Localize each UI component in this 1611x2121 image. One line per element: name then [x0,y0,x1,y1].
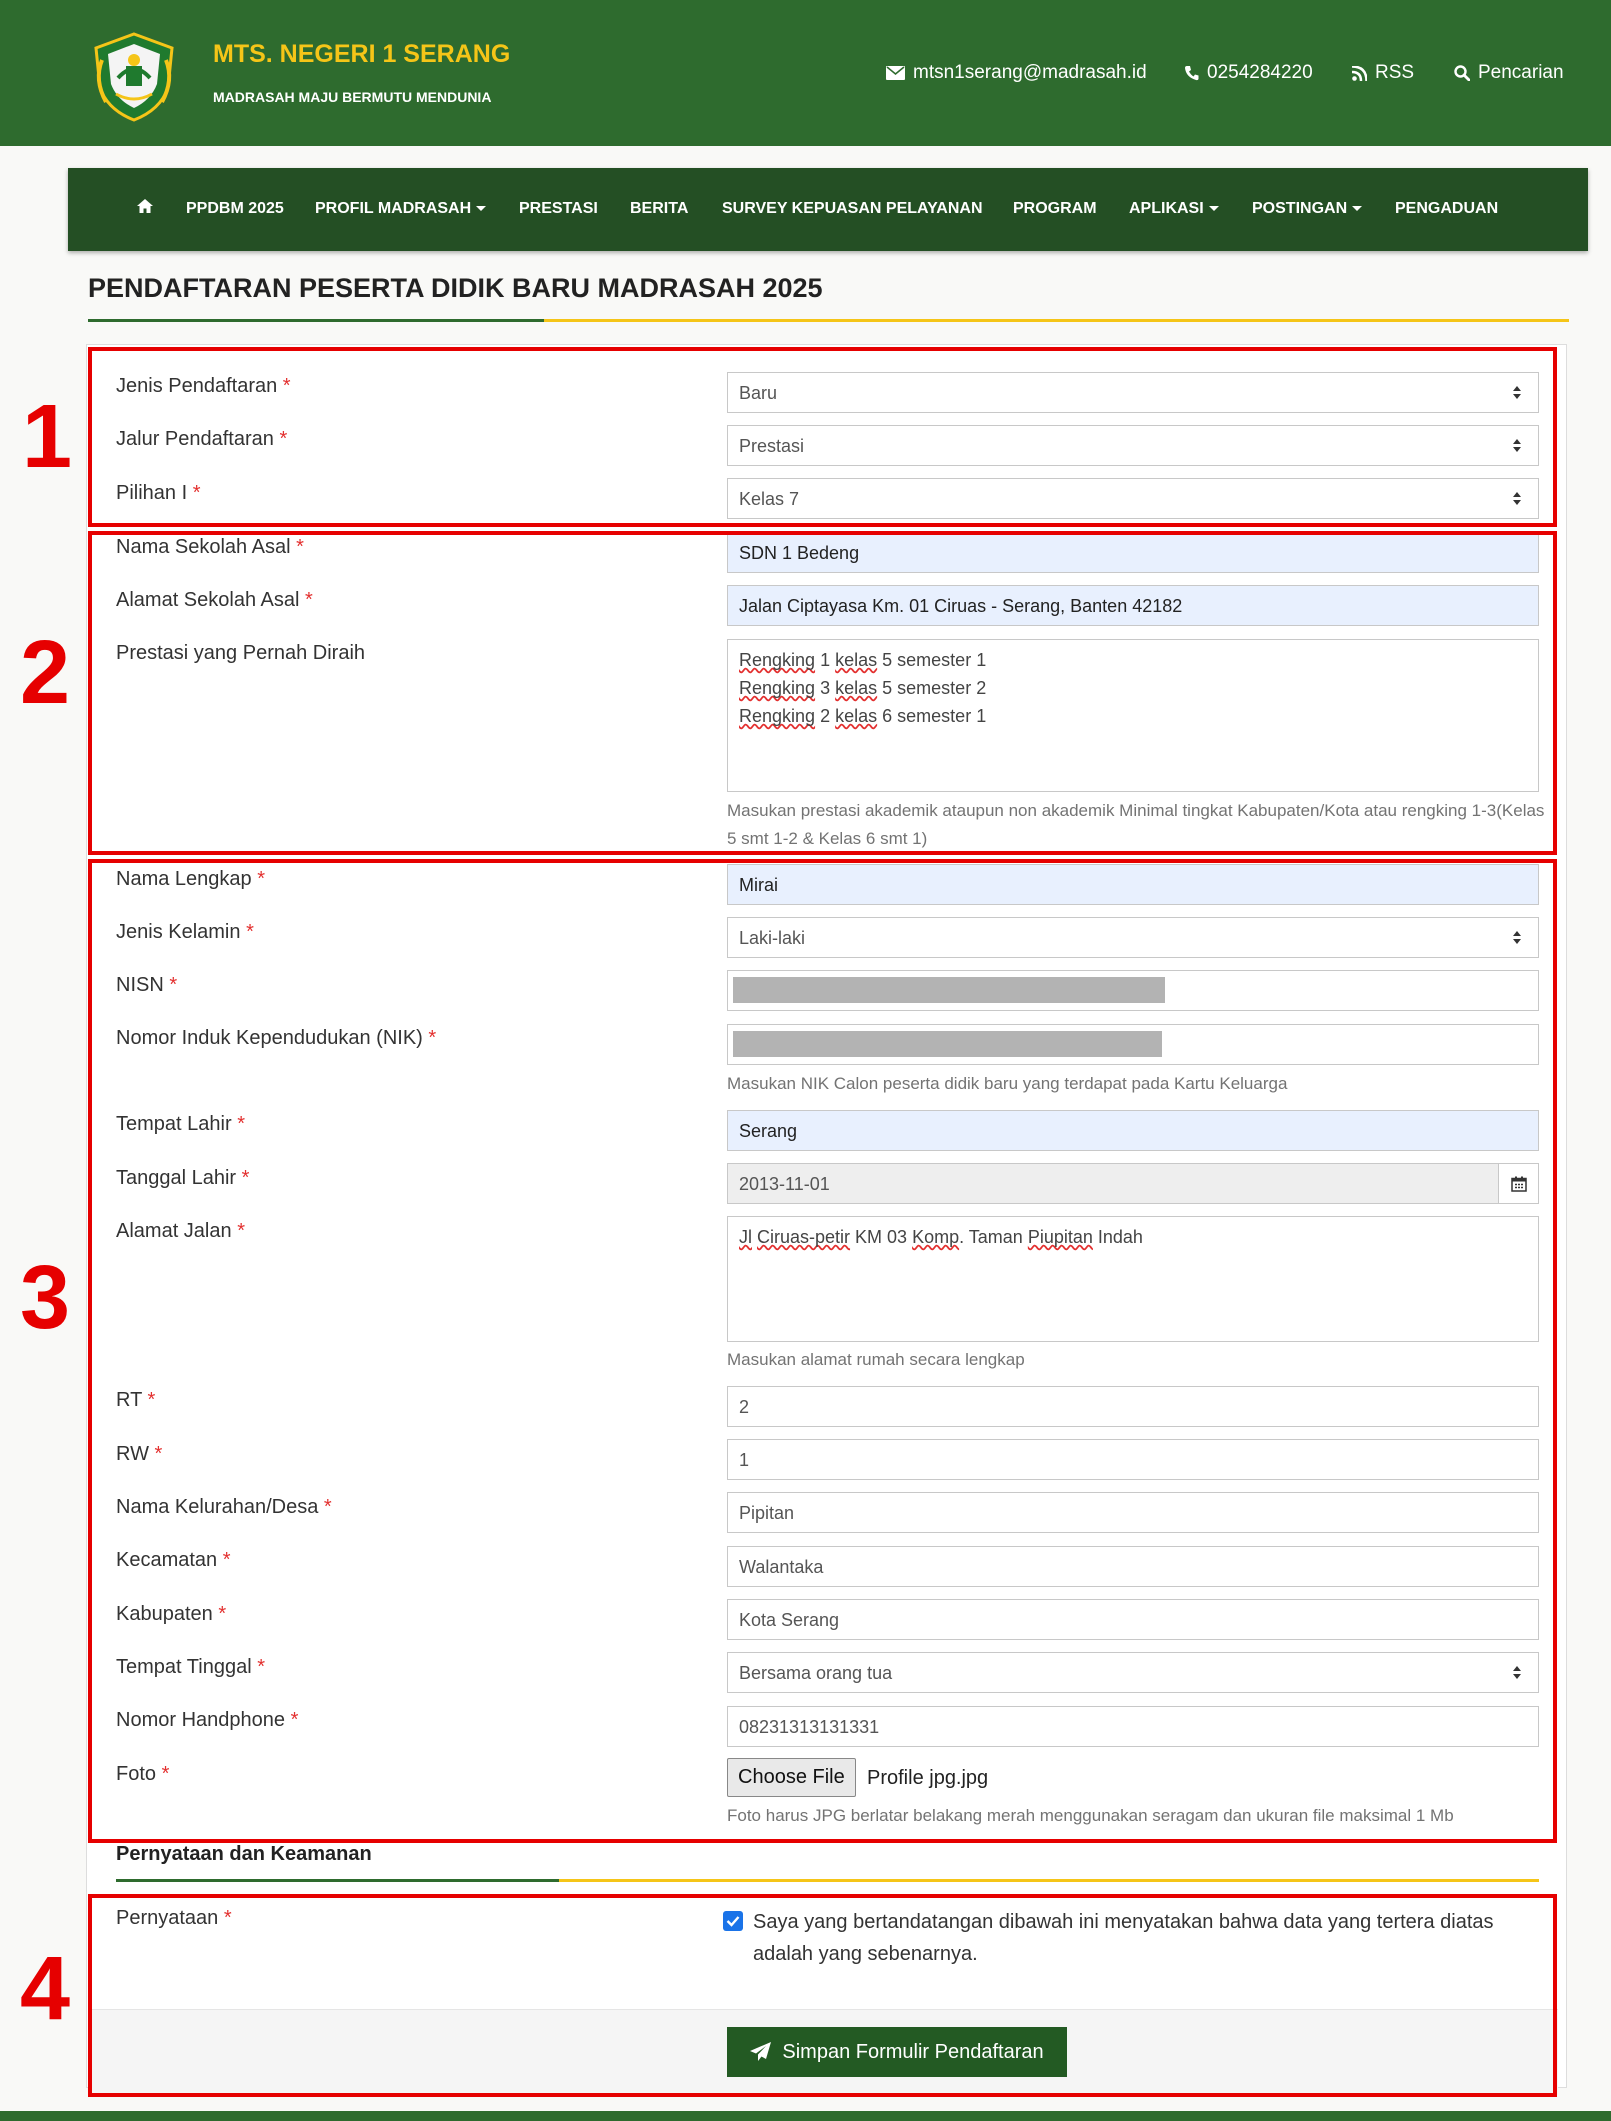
envelope-icon [886,66,905,80]
tanggal-lahir-label: Tanggal Lahir * [116,1167,250,1189]
nav-item-pengaduan[interactable]: PENGADUAN [1395,200,1499,217]
alamat-sekolah-input[interactable]: Jalan Ciptayasa Km. 01 Ciruas - Serang, Banten 42182 [727,585,1539,626]
kelurahan-label: Nama Kelurahan/Desa * [116,1496,332,1518]
rw-input[interactable]: 1 [727,1439,1539,1480]
kabupaten-input[interactable]: Kota Serang [727,1599,1539,1640]
search-text: Pencarian [1478,62,1564,83]
nav-item-label: POSTINGAN [1252,200,1348,217]
nama-lengkap-input[interactable]: Mirai [727,864,1539,905]
nav-item-program[interactable]: PROGRAM [1013,200,1097,217]
prestasi-line: Rengking 1 kelas 5 semester 1 [739,650,987,670]
annotation-box-2 [88,531,1557,855]
nik-help: Masukan NIK Calon peserta didik baru yang terdapat pada Kartu Keluarga [727,1074,1288,1093]
prestasi-line: Rengking 2 kelas 6 semester 1 [739,706,987,726]
nav-item-ppdbm[interactable]: PPDBM 2025 [186,200,284,217]
pilihan-label: Pilihan I * [116,482,201,504]
footer-bar [0,2111,1611,2121]
title-underline-yellow [544,319,1569,322]
section-underline-yellow [559,1879,1539,1882]
nisn-label: NISN * [116,974,178,996]
annotation-number-2: 2 [20,623,71,723]
nama-lengkap-label: Nama Lengkap * [116,868,266,890]
choose-file-button[interactable]: Choose File [727,1758,856,1797]
prestasi-help: Masukan prestasi akademik ataupun non akademik Minimal tingkat Kabupaten/Kota atau rengking 1-3(Kelas 5 smt 1-2 & Kelas 6 smt 1) [727,801,1545,848]
phone-icon [1184,65,1199,81]
jalur-pendaftaran-label: Jalur Pendaftaran * [116,428,288,450]
foto-help: Foto harus JPG berlatar belakang merah menggunakan seragam dan ukuran file maksimal 1 Mb [727,1806,1454,1825]
rss-text: RSS [1375,62,1415,83]
section-underline-green [116,1879,559,1882]
home-icon [137,199,153,213]
site-subtitle: MADRASAH MAJU BERMUTU MENDUNIA [213,89,492,105]
search-link[interactable] [1454,62,1564,84]
nav-item-prestasi[interactable]: PRESTASI [519,200,598,217]
prestasi-line: Rengking 3 kelas 5 semester 2 [739,678,987,698]
alamat-jalan-label: Alamat Jalan * [116,1220,245,1242]
nav-item-label: PROFIL MADRASAH [315,200,472,217]
home-link[interactable] [137,199,153,218]
tempat-tinggal-label: Tempat Tinggal * [116,1656,265,1678]
annotation-box-4 [88,1894,1557,2097]
nav-item-profil-madrasah[interactable] [315,200,486,218]
email-text: mtsn1serang@madrasah.id [913,62,1147,83]
section-title: Pernyataan dan Keamanan [116,1843,372,1865]
alamat-help: Masukan alamat rumah secara lengkap [727,1350,1025,1369]
handphone-label: Nomor Handphone * [116,1709,299,1731]
annotation-number-4: 4 [20,1939,71,2039]
annotation-number-3: 3 [20,1248,71,1348]
search-icon [1454,65,1470,81]
nav-item-label: APLIKASI [1129,200,1204,217]
rss-link[interactable] [1352,62,1414,84]
tempat-tinggal-select[interactable]: Bersama orang tua [727,1652,1539,1693]
rt-label: RT * [116,1389,156,1411]
jalur-pendaftaran-select[interactable]: Prestasi [727,425,1539,466]
nama-sekolah-input[interactable]: SDN 1 Bedeng [727,532,1539,573]
tempat-lahir-input[interactable]: Serang [727,1110,1539,1151]
pernyataan-text: Saya yang bertandatangan dibawah ini menyatakan bahwa data yang tertera diatas adalah yang sebenarnya. [753,1911,1494,1965]
email-link[interactable] [886,62,1147,84]
jenis-pendaftaran-label: Jenis Pendaftaran * [116,375,291,397]
foto-filename: Profile jpg.jpg [867,1767,989,1789]
jenis-kelamin-select[interactable]: Laki-laki [727,917,1539,958]
caret-down-icon [1209,206,1219,211]
phone-text: 0254284220 [1207,62,1313,83]
tempat-lahir-label: Tempat Lahir * [116,1113,245,1135]
rt-input[interactable]: 2 [727,1386,1539,1427]
annotation-number-1: 1 [22,387,73,487]
pernyataan-label: Pernyataan * [116,1907,232,1929]
handphone-input[interactable]: 08231313131331 [727,1706,1539,1747]
main-navbar [68,168,1588,251]
alamat-sekolah-label: Alamat Sekolah Asal * [116,589,313,611]
submit-label: Simpan Formulir Pendaftaran [782,2040,1044,2063]
rss-icon [1352,66,1367,81]
site-header [0,0,1611,146]
jenis-kelamin-label: Jenis Kelamin * [116,921,254,943]
phone-link[interactable] [1184,62,1313,84]
caret-down-icon [476,206,486,211]
nav-item-aplikasi[interactable] [1129,200,1219,218]
foto-label: Foto * [116,1763,170,1785]
kelurahan-input[interactable]: Pipitan [727,1492,1539,1533]
madrasah-logo-icon[interactable] [88,30,180,122]
kecamatan-label: Kecamatan * [116,1549,231,1571]
tanggal-lahir-input[interactable]: 2013-11-01 [727,1163,1539,1204]
site-title[interactable]: MTS. NEGERI 1 SERANG [213,40,511,68]
kecamatan-input[interactable]: Walantaka [727,1546,1539,1587]
nik-label: Nomor Induk Kependudukan (NIK) * [116,1027,437,1049]
caret-down-icon [1352,206,1362,211]
rw-label: RW * [116,1443,163,1465]
nav-item-postingan[interactable] [1252,200,1362,218]
alamat-jalan-textarea[interactable]: Jl Ciruas-petir KM 03 Komp. Taman Piupitan Indah [727,1216,1539,1342]
nav-item-survey[interactable]: SURVEY KEPUASAN PELAYANAN [722,200,983,217]
page-title: PENDAFTARAN PESERTA DIDIK BARU MADRASAH 2025 [88,273,823,303]
prestasi-label: Prestasi yang Pernah Diraih [116,642,366,664]
jenis-pendaftaran-select[interactable]: Baru [727,372,1539,413]
title-underline-green [88,319,544,322]
nama-sekolah-label: Nama Sekolah Asal * [116,536,304,558]
annotation-box-3 [88,859,1557,1843]
nav-item-berita[interactable]: BERITA [630,200,689,217]
pilihan-select[interactable]: Kelas 7 [727,478,1539,519]
annotation-box-1 [88,347,1557,527]
kabupaten-label: Kabupaten * [116,1603,227,1625]
